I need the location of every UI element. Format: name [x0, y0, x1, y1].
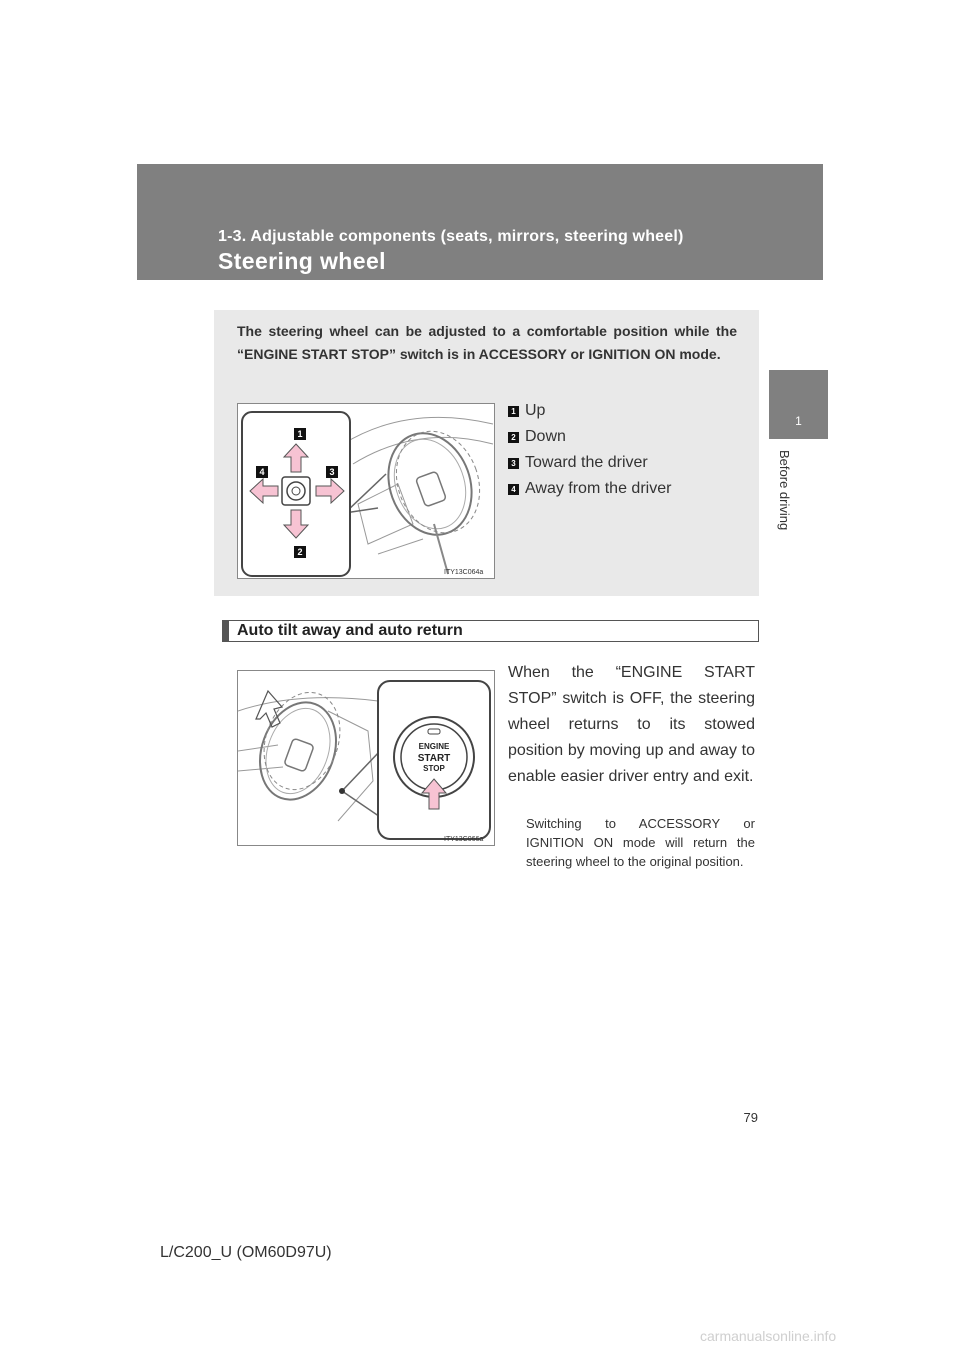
auto-tilt-heading-text: Auto tilt away and auto return [237, 622, 463, 639]
legend-item-away [508, 476, 671, 502]
legend-label: Up [525, 402, 546, 419]
page-title: Steering wheel [218, 248, 386, 274]
legend-item-down [508, 424, 671, 450]
button-line-start: START [417, 753, 451, 764]
legend-label: Away from the driver [525, 480, 672, 497]
chapter-label: Before driving [777, 450, 792, 531]
steering-adjust-illustration [237, 403, 495, 579]
legend-item-up [508, 398, 671, 424]
figure-code: ITY13C064a [444, 569, 484, 576]
callout-2: 2 [297, 547, 303, 557]
steering-adjust-drawing [238, 404, 495, 579]
engine-start-illustration [237, 670, 495, 846]
callout-3: 3 [329, 467, 335, 477]
engine-start-drawing [238, 671, 495, 846]
callout-4: 4 [259, 467, 265, 477]
button-line-engine: ENGINE [418, 742, 450, 751]
legend-number: 1 [508, 406, 519, 417]
adjust-legend [508, 398, 671, 502]
heading-bar [223, 621, 229, 641]
footer-code: L/C200_U (OM60D97U) [160, 1244, 332, 1261]
chapter-tab [769, 370, 828, 439]
callout-1: 1 [297, 429, 303, 439]
page-number: 79 [743, 1110, 758, 1125]
watermark: carmanualsonline.info [700, 1328, 837, 1344]
legend-label: Down [525, 428, 566, 445]
auto-tilt-note: Switching to ACCESSORY or IGNITION ON mode will return the steering wheel to the original position. [526, 816, 755, 869]
legend-number: 3 [508, 458, 519, 469]
auto-tilt-body: When the “ENGINE START STOP” switch is OFF, the steering wheel returns to its stowed position by moving up and away to enable easier driver entry and exit. [508, 664, 755, 785]
legend-number: 2 [508, 432, 519, 443]
button-line-stop: STOP [423, 764, 445, 773]
legend-item-toward [508, 450, 671, 476]
legend-number: 4 [508, 484, 519, 495]
figure-code: ITY13C066a [444, 836, 484, 843]
intro-text: The steering wheel can be adjusted to a comfortable position while the “ENGINE START STOP” switch is in ACCESSORY or IGNITION ON mode. [237, 323, 737, 362]
section-label: 1-3. Adjustable components (seats, mirrors, steering wheel) [218, 228, 684, 245]
auto-tilt-heading [222, 620, 759, 642]
legend-label: Toward the driver [525, 454, 648, 471]
chapter-number: 1 [795, 414, 802, 428]
